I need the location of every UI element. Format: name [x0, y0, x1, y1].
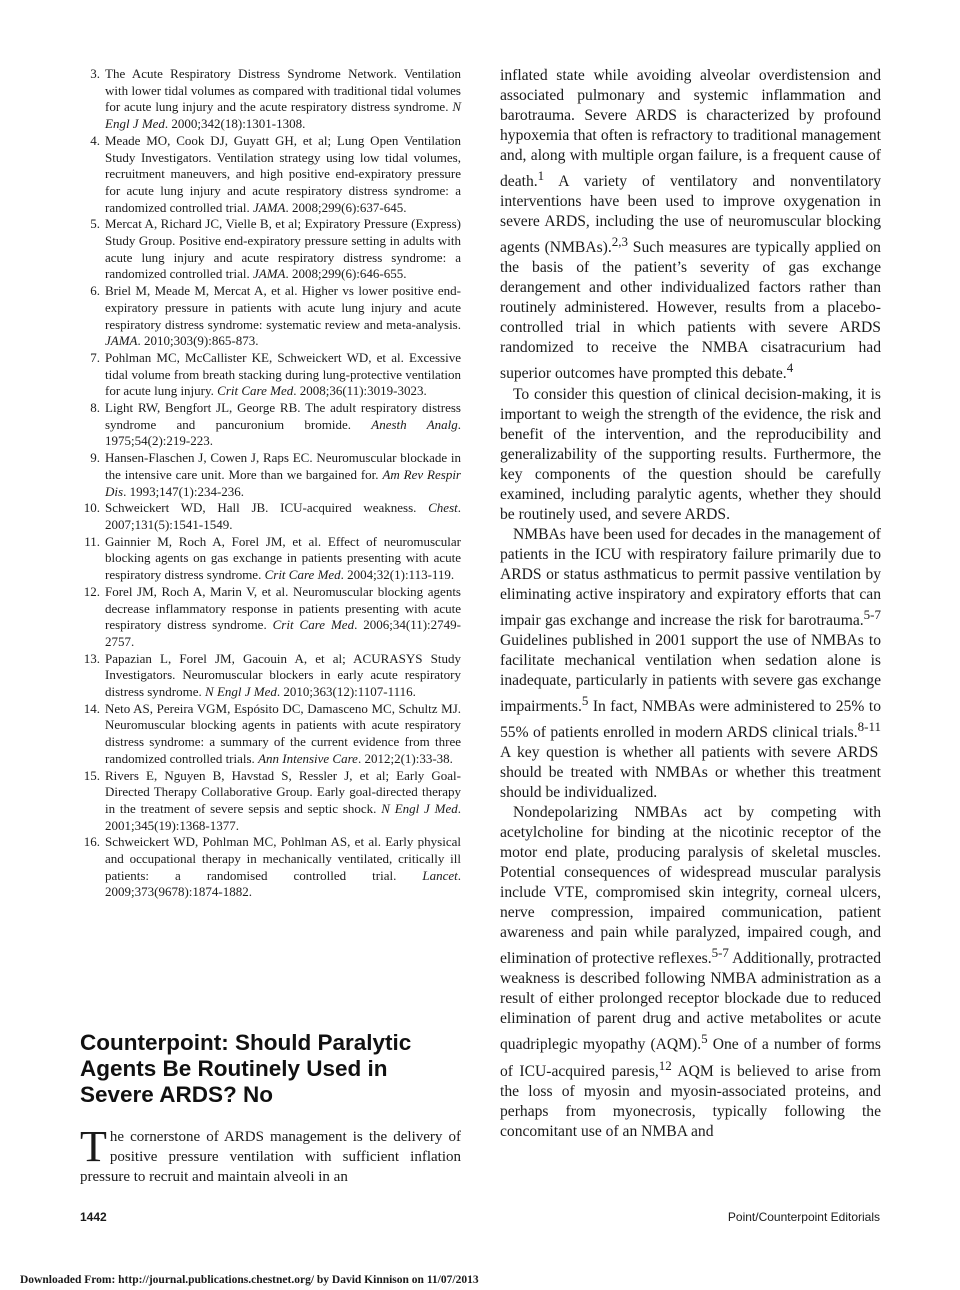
citation-superscript: 2,3: [611, 234, 629, 250]
body-text: A key question is whether all patients with severe ARDS should be treated with NMBAs or whether this treatment should be individualized.: [500, 744, 881, 802]
reference-journal: Crit Care Med: [217, 383, 294, 399]
reference-item: [80, 66, 461, 133]
reference-item: [80, 768, 461, 835]
reference-item: [80, 350, 461, 400]
reference-item: [80, 283, 461, 350]
reference-text: Schweickert WD, Hall JB. ICU-acquired weakness.: [105, 500, 429, 516]
reference-citation: [105, 834, 461, 901]
page-number: 1442: [80, 1210, 107, 1224]
reference-tail: . 2008;299(6):637-645.: [285, 199, 407, 215]
reference-citation: [105, 651, 461, 701]
reference-item: [80, 651, 461, 701]
citation-superscript: 5: [701, 1031, 708, 1047]
reference-citation: [105, 450, 461, 500]
article-heading: Counterpoint: Should Paralytic Agents Be Routinely Used in Severe ARDS? No: [80, 1030, 412, 1107]
reference-tail: . 2004;32(1):113-119.: [340, 567, 455, 583]
body-text: inflated state while avoiding alveolar overdistension and associated pulmonary and systemic inflammation and barotrauma. Severe ARDS is characterized by profound hypoxemia that often is refractory to traditional management and, along with multiple organ failure, is a frequent cause of death.: [500, 67, 881, 191]
reference-number: 16.: [83, 834, 100, 850]
reference-text: Papazian L, Forel JM, Gacouin A, et al; ACURASYS Study Investigators. Neuromuscular blockers in early acute respiratory distress syndrome.: [105, 650, 461, 700]
reference-item: [80, 534, 461, 584]
body-text: Such measures are typically applied on the basis of the patient’s severity of gas exchange derangement and other individualized factors rather than routinely administered. However, results from a placebo-controlled trial in which patients with severe ARDS randomized to receive the NMBA cisatracurium had superior outcomes have prompted this debate.: [500, 239, 881, 383]
reference-text: Gainnier M, Roch A, Forel JM, et al. Effect of neuromuscular blocking agents on gas exchange in patients presenting with acute respiratory distress syndrome.: [105, 533, 461, 583]
reference-journal: Anesth Analg: [371, 416, 458, 432]
reference-journal: Crit Care Med: [272, 617, 355, 633]
reference-citation: [105, 500, 461, 533]
body-text: Nondepolarizing NMBAs act by competing with acetylcholine for binding at the nicotinic receptor of the motor end plate, producing paralysis of skeletal muscles. Potential consequences of widespread muscular paralysis include VTE, compromised skin integrity, corneal ulcers, nerve compression, impaired communication, patient awareness and pain while paralyzed, impaired cough, and elimination of protective reflexes.: [500, 804, 881, 968]
reference-citation: [105, 768, 461, 835]
body-text: In fact, NMBAs were administered to 25% to 55% of patients enrolled in modern ARDS clinical trials.: [500, 697, 881, 742]
reference-citation: [105, 400, 461, 450]
reference-tail: . 1975;54(2):219-223.: [105, 416, 461, 449]
intro-text: he cornerstone of ARDS management is the delivery of positive pressure ventilation with sufficient inflation pressure to recruit and maintain alveoli in an: [80, 1129, 461, 1185]
body-text: Additionally, protracted weakness is described following NMBA administration as a result of either prolonged receptor blockade due to reduced elimination of parent drug and active metabolites or acute quadriplegic myopathy (AQM).: [500, 950, 881, 1054]
reference-tail: . 2006;34(11):2749-2757.: [105, 617, 461, 649]
reference-number: 12.: [83, 583, 100, 599]
reference-journal: Crit Care Med: [264, 567, 341, 583]
reference-citation: [105, 584, 461, 651]
reference-journal: Lancet: [422, 867, 458, 883]
reference-text: Meade MO, Cook DJ, Guyatt GH, et al; Lung Open Ventilation Study Investigators. Ventilation strategy using low tidal volumes, recruitment maneuvers, and high positive end-expiratory pressure for acute lung injury and acute respiratory distress syndrome: a randomized controlled trial.: [105, 132, 461, 215]
body-text: NMBAs have been used for decades in the management of patients in the ICU with respiratory failure primarily due to ARDS or status asthmaticus to permit passive ventilation by eliminating active inspiratory and expiratory efforts that can impair gas exchange and increase the risk for barotrauma.: [500, 525, 881, 629]
reference-citation: [105, 216, 461, 283]
reference-journal: N Engl J Med: [381, 800, 458, 816]
reference-number: 15.: [83, 767, 100, 783]
reference-number: 5.: [90, 216, 100, 232]
reference-number: 10.: [83, 500, 100, 516]
reference-text: Briel M, Meade M, Mercat A, et al. Higher vs lower positive end-expiratory pressure in patients with acute lung injury and acute respiratory distress syndrome: systematic review and meta-analysis.: [105, 283, 461, 332]
download-notice: Downloaded From: http://journal.publications.chestnet.org/ by David Kinnison on 11/07/2013: [20, 1274, 479, 1286]
reference-tail: . 2000;342(18):1301-1308.: [164, 116, 306, 132]
body-text: A variety of ventilatory and nonventilatory interventions have been used to improve oxygenation in severe ARDS, including the use of neuromuscular blocking agents (NMBAs).: [500, 173, 881, 257]
reference-number: 11.: [84, 533, 100, 549]
reference-list-container: [80, 66, 461, 901]
reference-citation: [105, 283, 461, 350]
reference-item: [80, 450, 461, 500]
reference-number: 3.: [90, 66, 100, 81]
citation-superscript: 12: [658, 1057, 672, 1073]
reference-item: [80, 701, 461, 768]
body-paragraph-2: To consider this question of clinical decision-making, it is important to weigh the strength of the evidence, the risk and benefit of the intervention, and the reproducibility and generalizability of the supporting results. Furthermore, the key components of the question should be carefully examined, including paralytic agents, whether they should be routinely used, and severe ARDS.: [500, 385, 881, 523]
body-text: One of a number of forms of ICU-acquired paresis,: [500, 1036, 881, 1080]
reference-journal: Am Rev Respir Dis: [105, 466, 461, 499]
reference-text: Forel JM, Roch A, Marin V, et al. Neuromuscular blocking agents decrease inflammatory response in patients presenting with acute respiratory distress syndrome.: [105, 583, 461, 633]
reference-item: [80, 133, 461, 217]
reference-tail: . 2009;373(9678):1874-1882.: [105, 867, 461, 900]
reference-item: [80, 500, 461, 533]
reference-number: 7.: [90, 349, 100, 365]
reference-text: Hansen-Flaschen J, Cowen J, Raps EC. Neuromuscular blockade in the intensive care unit. More than we bargained for.: [105, 450, 461, 482]
reference-journal: JAMA: [105, 333, 138, 349]
drop-cap: T: [80, 1122, 107, 1171]
reference-journal: Chest: [428, 500, 458, 516]
reference-item: [80, 834, 461, 901]
reference-number: 13.: [83, 650, 100, 666]
reference-number: 6.: [90, 283, 100, 299]
reference-tail: . 2012;2(1):33-38.: [357, 750, 453, 766]
reference-list: [80, 66, 461, 901]
citation-superscript: 5-7: [711, 945, 729, 961]
reference-text: Rivers E, Nguyen B, Havstad S, Ressler J, et al; Early Goal-Directed Therapy Collaborative Group. Early goal-directed therapy in the treatment of severe sepsis and septic shock.: [105, 767, 461, 816]
body-paragraph-3: [500, 525, 881, 804]
body-text: Guidelines published in 2001 support the use of NMBAs to facilitate mechanical ventilation when sedation alone is inadequate, particularly in patients with severe gas exchange impairments.: [500, 631, 881, 715]
reference-text: Neto AS, Pereira VGM, Espósito DC, Damasceno MC, Schultz MJ. Neuromuscular blocking agents in patients with acute respiratory distress syndrome: a summary of the current evidence from three randomized controlled trials.: [105, 700, 461, 766]
reference-citation: [105, 66, 461, 133]
reference-citation: [105, 350, 461, 400]
reference-tail: . 2008;299(6):646-655.: [285, 266, 407, 282]
reference-text: Light RW, Bengfort JL, George RB. The adult respiratory distress syndrome and pancuronium bromide.: [105, 400, 461, 432]
reference-journal: JAMA: [253, 266, 286, 282]
reference-journal: N Engl J Med: [105, 99, 461, 132]
intro-paragraph: [80, 1122, 461, 1187]
reference-tail: . 2008;36(11):3019-3023.: [293, 383, 427, 399]
reference-tail: . 2010;363(12):1107-1116.: [276, 684, 416, 700]
body-text: AQM is believed to arise from the loss of myosin and myosin-associated proteins, and perhaps from myonecrosis, typically following the concomitant use of an NMBA and: [500, 1062, 881, 1140]
reference-tail: . 1993;147(1):234-236.: [123, 483, 245, 499]
reference-tail: . 2007;131(5):1541-1549.: [105, 500, 461, 532]
reference-citation: [105, 534, 461, 584]
reference-number: 14.: [83, 700, 100, 716]
reference-number: 8.: [90, 400, 100, 416]
reference-journal: Ann Intensive Care: [258, 750, 358, 766]
reference-text: Pohlman MC, McCallister KE, Schweickert WD, et al. Excessive tidal volume from breath stacking during lung-protective ventilation for acute lung injury.: [105, 349, 461, 399]
reference-number: 9.: [90, 450, 100, 466]
citation-superscript: 1: [537, 168, 545, 183]
reference-journal: JAMA: [253, 199, 286, 215]
reference-number: 4.: [90, 132, 100, 148]
citation-superscript: 5-7: [863, 606, 881, 622]
section-label: Point/Counterpoint Editorials: [727, 1210, 880, 1224]
citation-superscript: 5: [581, 692, 589, 708]
reference-item: [80, 584, 461, 651]
reference-item: [80, 216, 461, 283]
body-paragraph-4: [500, 803, 881, 1142]
reference-item: [80, 400, 461, 450]
reference-tail: . 2001;345(19):1368-1377.: [105, 800, 461, 833]
reference-text: Mercat A, Richard JC, Vielle B, et al; Expiratory Pressure (Express) Study Group. Positive end-expiratory pressure setting in adults with acute lung injury and acute respiratory distress syndrome: a randomized controlled trial.: [105, 216, 461, 282]
citation-superscript: 4: [786, 360, 794, 376]
reference-citation: [105, 701, 461, 768]
reference-journal: N Engl J Med: [205, 684, 277, 700]
reference-tail: . 2010;303(9):865-873.: [137, 333, 259, 349]
reference-text: The Acute Respiratory Distress Syndrome Network. Ventilation with lower tidal volumes as compared with traditional tidal volumes for acute lung injury and the acute respiratory distress syndrome.: [105, 66, 461, 115]
reference-citation: [105, 133, 461, 217]
body-column: [500, 66, 881, 1142]
body-paragraph-1: [500, 66, 881, 385]
reference-text: Schweickert WD, Pohlman MC, Pohlman AS, et al. Early physical and occupational therapy in mechanically ventilated, critically ill patients: a randomised controlled trial.: [105, 834, 461, 883]
citation-superscript: 8-11: [857, 718, 881, 734]
